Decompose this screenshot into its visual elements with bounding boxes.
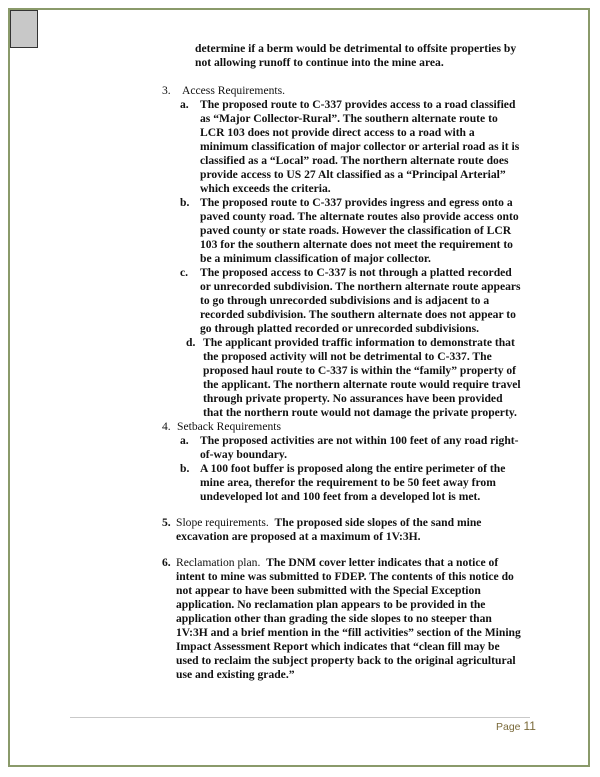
- section-4-title: Setback Requirements: [177, 420, 281, 433]
- section-5-title: Slope requirements.: [176, 516, 269, 529]
- section-3d-text: The applicant provided traffic information to demonstrate that the proposed activity will not be detrimental to C-337. The proposed haul route to C-337 is within the “family” property of the applicant. The northern alternate route would require travel through private property. No assurances have been provided that the northern route would not damage the private property.: [203, 336, 521, 419]
- section-3a-text: The proposed route to C-337 provides access to a road classified as “Major Collector-Rural”. The southern alternate route to LCR 103 does not provide direct access to a road with a minimum classification of major collector or arterial road as it is classified as a “Local” road. The northern alternate route does provide access to US 27 Alt classified as a “Principal Arterial” which exceeds the criteria.: [200, 98, 520, 195]
- section-3b-text: The proposed route to C-337 provides ingress and egress onto a paved county road. The alternate routes also provide access onto paved county or state roads. However the classification of LCR 103 for the southern alternate does not meet the requirement to be a minimum classification of major collector.: [200, 196, 519, 265]
- section-3a-label: a.: [180, 98, 189, 111]
- section-4-number: 4.: [162, 420, 171, 433]
- section-4a-text: The proposed activities are not within 100 feet of any road right- of-way boundary.: [200, 434, 519, 461]
- section-6-text: Reclamation plan. The DNM cover letter indicates that a notice of intent to mine was submitted to FDEP. The contents of this notice do not appear to have been submitted with the Special Exception application. No reclamation plan appears to be provided in the application other than grading the side slopes to no steeper than 1V:3H and a brief mention in the “fill activities” section of the Mining Impact Assessment Report which indicates that “clean fill may be used to reclaim the subject property back to the original agricultural use and existing grade.”: [176, 556, 521, 681]
- page-number: Page 11: [496, 719, 536, 733]
- section-3d-label: d.: [186, 336, 196, 349]
- section-3b-label: b.: [180, 196, 190, 209]
- footer-divider: [70, 717, 530, 718]
- section-4a-label: a.: [180, 434, 189, 447]
- section-4b-text: A 100 foot buffer is proposed along the entire perimeter of the mine area, therefor the requirement to be 50 feet away from undeveloped lot and 100 feet from a developed lot is met.: [200, 462, 506, 503]
- section-5-number: 5.: [162, 516, 171, 529]
- corner-tab: [10, 10, 38, 48]
- section-3c-text: The proposed access to C-337 is not through a platted recorded or unrecorded subdivision. The northern alternate route appears to go through unrecorded subdivisions and is adjacent to a recorded subdivision. The southern alternate does not appear to go through platted recorded or unrecorded subdivisions.: [200, 266, 521, 335]
- section-3-number: 3.: [162, 84, 171, 97]
- section-5-text: Slope requirements. The proposed side slopes of the sand mine excavation are proposed at a maximum of 1V:3H.: [176, 516, 482, 543]
- section-3-title: Access Requirements.: [182, 84, 286, 97]
- section-4b-label: b.: [180, 462, 190, 475]
- section-3c-label: c.: [180, 266, 189, 279]
- section-6-title: Reclamation plan.: [176, 556, 261, 569]
- section-6-number: 6.: [162, 556, 171, 569]
- intro-text: determine if a berm would be detrimental to offsite properties by not allowing runoff to continue into the mine area.: [195, 42, 517, 69]
